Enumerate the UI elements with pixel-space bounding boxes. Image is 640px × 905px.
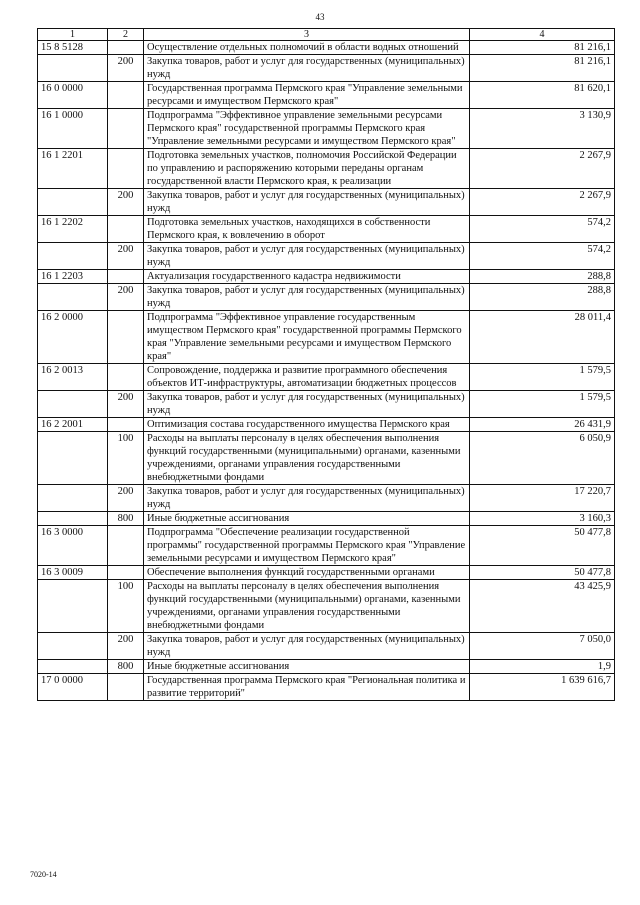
row-name-cell: Государственная программа Пермского края "Управление земельными ресурсами и имуществом Пермского края": [144, 82, 470, 109]
row-expense-type-cell: [108, 149, 144, 189]
table-row: [38, 580, 615, 633]
row-amount-cell: 28 011,4: [470, 311, 615, 364]
row-amount-cell: 1,9: [470, 660, 615, 674]
row-name-cell: Сопровождение, поддержка и развитие программного обеспечения объектов ИТ-инфраструктуры, автоматизации бюджетных процессов: [144, 364, 470, 391]
row-expense-type-cell: 200: [108, 189, 144, 216]
row-expense-type-cell: [108, 418, 144, 432]
table-row: [38, 512, 615, 526]
row-amount-cell: 81 620,1: [470, 82, 615, 109]
row-code-cell: [38, 485, 108, 512]
row-expense-type-cell: [108, 674, 144, 701]
table-row: [38, 55, 615, 82]
row-name-cell: Закупка товаров, работ и услуг для государственных (муниципальных) нужд: [144, 55, 470, 82]
row-amount-cell: 574,2: [470, 243, 615, 270]
column-header-4: 4: [470, 29, 615, 41]
row-amount-cell: 81 216,1: [470, 41, 615, 55]
row-expense-type-cell: [108, 526, 144, 566]
row-code-cell: 16 0 0000: [38, 82, 108, 109]
table-row: [38, 149, 615, 189]
row-code-cell: 16 1 2201: [38, 149, 108, 189]
row-amount-cell: 17 220,7: [470, 485, 615, 512]
row-expense-type-cell: [108, 566, 144, 580]
column-header-1: 1: [38, 29, 108, 41]
row-name-cell: Подпрограмма "Эффективное управление земельными ресурсами Пермского края" государственной программы Пермского края "Управление земельными ресурсами и имуществом Пермского края": [144, 109, 470, 149]
row-name-cell: Обеспечение выполнения функций государственными органами: [144, 566, 470, 580]
row-code-cell: 16 3 0000: [38, 526, 108, 566]
table-row: [38, 364, 615, 391]
row-code-cell: 16 2 0013: [38, 364, 108, 391]
row-name-cell: Иные бюджетные ассигнования: [144, 512, 470, 526]
row-code-cell: [38, 189, 108, 216]
row-amount-cell: 1 639 616,7: [470, 674, 615, 701]
row-expense-type-cell: 800: [108, 512, 144, 526]
table-row: [38, 216, 615, 243]
table-row: [38, 189, 615, 216]
table-row: [38, 82, 615, 109]
row-code-cell: [38, 432, 108, 485]
row-expense-type-cell: 200: [108, 391, 144, 418]
row-name-cell: Расходы на выплаты персоналу в целях обеспечения выполнения функций государственными (муниципальными) органами, казенными учреждениями, органами управления государственными внебюджетными фондами: [144, 432, 470, 485]
row-amount-cell: 43 425,9: [470, 580, 615, 633]
row-amount-cell: 2 267,9: [470, 189, 615, 216]
row-name-cell: Закупка товаров, работ и услуг для государственных (муниципальных) нужд: [144, 391, 470, 418]
row-name-cell: Подготовка земельных участков, полномочия Российской Федерации по управлению и распоряжению которыми переданы органам государственной власти Пермского края, к реализации: [144, 149, 470, 189]
row-expense-type-cell: 200: [108, 55, 144, 82]
row-expense-type-cell: 100: [108, 580, 144, 633]
row-name-cell: Расходы на выплаты персоналу в целях обеспечения выполнения функций государственными (муниципальными) органами, казенными учреждениями, органами управления государственными внебюджетными фондами: [144, 580, 470, 633]
row-name-cell: Подпрограмма "Обеспечение реализации государственной программы" государственной программы Пермского края "Управление земельными ресурсами и имуществом Пермского края": [144, 526, 470, 566]
row-code-cell: 16 1 2203: [38, 270, 108, 284]
table-row: [38, 284, 615, 311]
row-amount-cell: 3 130,9: [470, 109, 615, 149]
row-name-cell: Осуществление отдельных полномочий в области водных отношений: [144, 41, 470, 55]
row-code-cell: 16 1 2202: [38, 216, 108, 243]
row-amount-cell: 50 477,8: [470, 566, 615, 580]
column-header-3: 3: [144, 29, 470, 41]
row-amount-cell: 6 050,9: [470, 432, 615, 485]
document-footer-code: 7020-14: [30, 870, 57, 879]
row-code-cell: [38, 55, 108, 82]
row-name-cell: Закупка товаров, работ и услуг для государственных (муниципальных) нужд: [144, 284, 470, 311]
table-row: [38, 526, 615, 566]
row-code-cell: [38, 391, 108, 418]
row-amount-cell: 574,2: [470, 216, 615, 243]
row-name-cell: Подготовка земельных участков, находящихся в собственности Пермского края, к вовлечению в оборот: [144, 216, 470, 243]
row-amount-cell: 3 160,3: [470, 512, 615, 526]
row-expense-type-cell: [108, 270, 144, 284]
table-row: [38, 243, 615, 270]
table-row: [38, 418, 615, 432]
table-row: [38, 432, 615, 485]
row-code-cell: [38, 512, 108, 526]
row-expense-type-cell: [108, 109, 144, 149]
row-code-cell: [38, 243, 108, 270]
row-code-cell: [38, 660, 108, 674]
row-expense-type-cell: 800: [108, 660, 144, 674]
row-name-cell: Иные бюджетные ассигнования: [144, 660, 470, 674]
page-number: 43: [315, 12, 325, 22]
row-code-cell: 16 2 2001: [38, 418, 108, 432]
row-code-cell: 16 3 0009: [38, 566, 108, 580]
row-code-cell: 17 0 0000: [38, 674, 108, 701]
row-expense-type-cell: 200: [108, 485, 144, 512]
row-name-cell: Закупка товаров, работ и услуг для государственных (муниципальных) нужд: [144, 485, 470, 512]
row-code-cell: 16 1 0000: [38, 109, 108, 149]
row-amount-cell: 7 050,0: [470, 633, 615, 660]
table-row: [38, 485, 615, 512]
row-expense-type-cell: [108, 311, 144, 364]
row-amount-cell: 50 477,8: [470, 526, 615, 566]
row-amount-cell: 26 431,9: [470, 418, 615, 432]
row-amount-cell: 288,8: [470, 270, 615, 284]
row-expense-type-cell: [108, 216, 144, 243]
row-name-cell: Актуализация государственного кадастра недвижимости: [144, 270, 470, 284]
row-code-cell: [38, 633, 108, 660]
row-code-cell: 15 8 5128: [38, 41, 108, 55]
table-row: [38, 270, 615, 284]
row-amount-cell: 288,8: [470, 284, 615, 311]
row-name-cell: Закупка товаров, работ и услуг для государственных (муниципальных) нужд: [144, 633, 470, 660]
row-amount-cell: 2 267,9: [470, 149, 615, 189]
table-row: [38, 41, 615, 55]
row-name-cell: Подпрограмма "Эффективное управление государственным имуществом Пермского края" государственной программы Пермского края "Управление земельными ресурсами и имуществом Пермского края": [144, 311, 470, 364]
row-expense-type-cell: [108, 364, 144, 391]
row-amount-cell: 1 579,5: [470, 391, 615, 418]
row-expense-type-cell: 200: [108, 243, 144, 270]
row-amount-cell: 1 579,5: [470, 364, 615, 391]
row-name-cell: Закупка товаров, работ и услуг для государственных (муниципальных) нужд: [144, 189, 470, 216]
table-row: [38, 311, 615, 364]
row-expense-type-cell: [108, 82, 144, 109]
row-expense-type-cell: 100: [108, 432, 144, 485]
table-row: [38, 674, 615, 701]
row-expense-type-cell: 200: [108, 284, 144, 311]
table-header-row: [38, 29, 615, 41]
row-code-cell: [38, 580, 108, 633]
table-row: [38, 109, 615, 149]
row-expense-type-cell: 200: [108, 633, 144, 660]
table-row: [38, 660, 615, 674]
table-row: [38, 633, 615, 660]
row-expense-type-cell: [108, 41, 144, 55]
budget-table: [37, 28, 615, 701]
row-name-cell: Государственная программа Пермского края "Региональная политика и развитие территорий": [144, 674, 470, 701]
row-name-cell: Закупка товаров, работ и услуг для государственных (муниципальных) нужд: [144, 243, 470, 270]
row-name-cell: Оптимизация состава государственного имущества Пермского края: [144, 418, 470, 432]
row-code-cell: 16 2 0000: [38, 311, 108, 364]
table-row: [38, 391, 615, 418]
row-amount-cell: 81 216,1: [470, 55, 615, 82]
row-code-cell: [38, 284, 108, 311]
table-row: [38, 566, 615, 580]
column-header-2: 2: [108, 29, 144, 41]
